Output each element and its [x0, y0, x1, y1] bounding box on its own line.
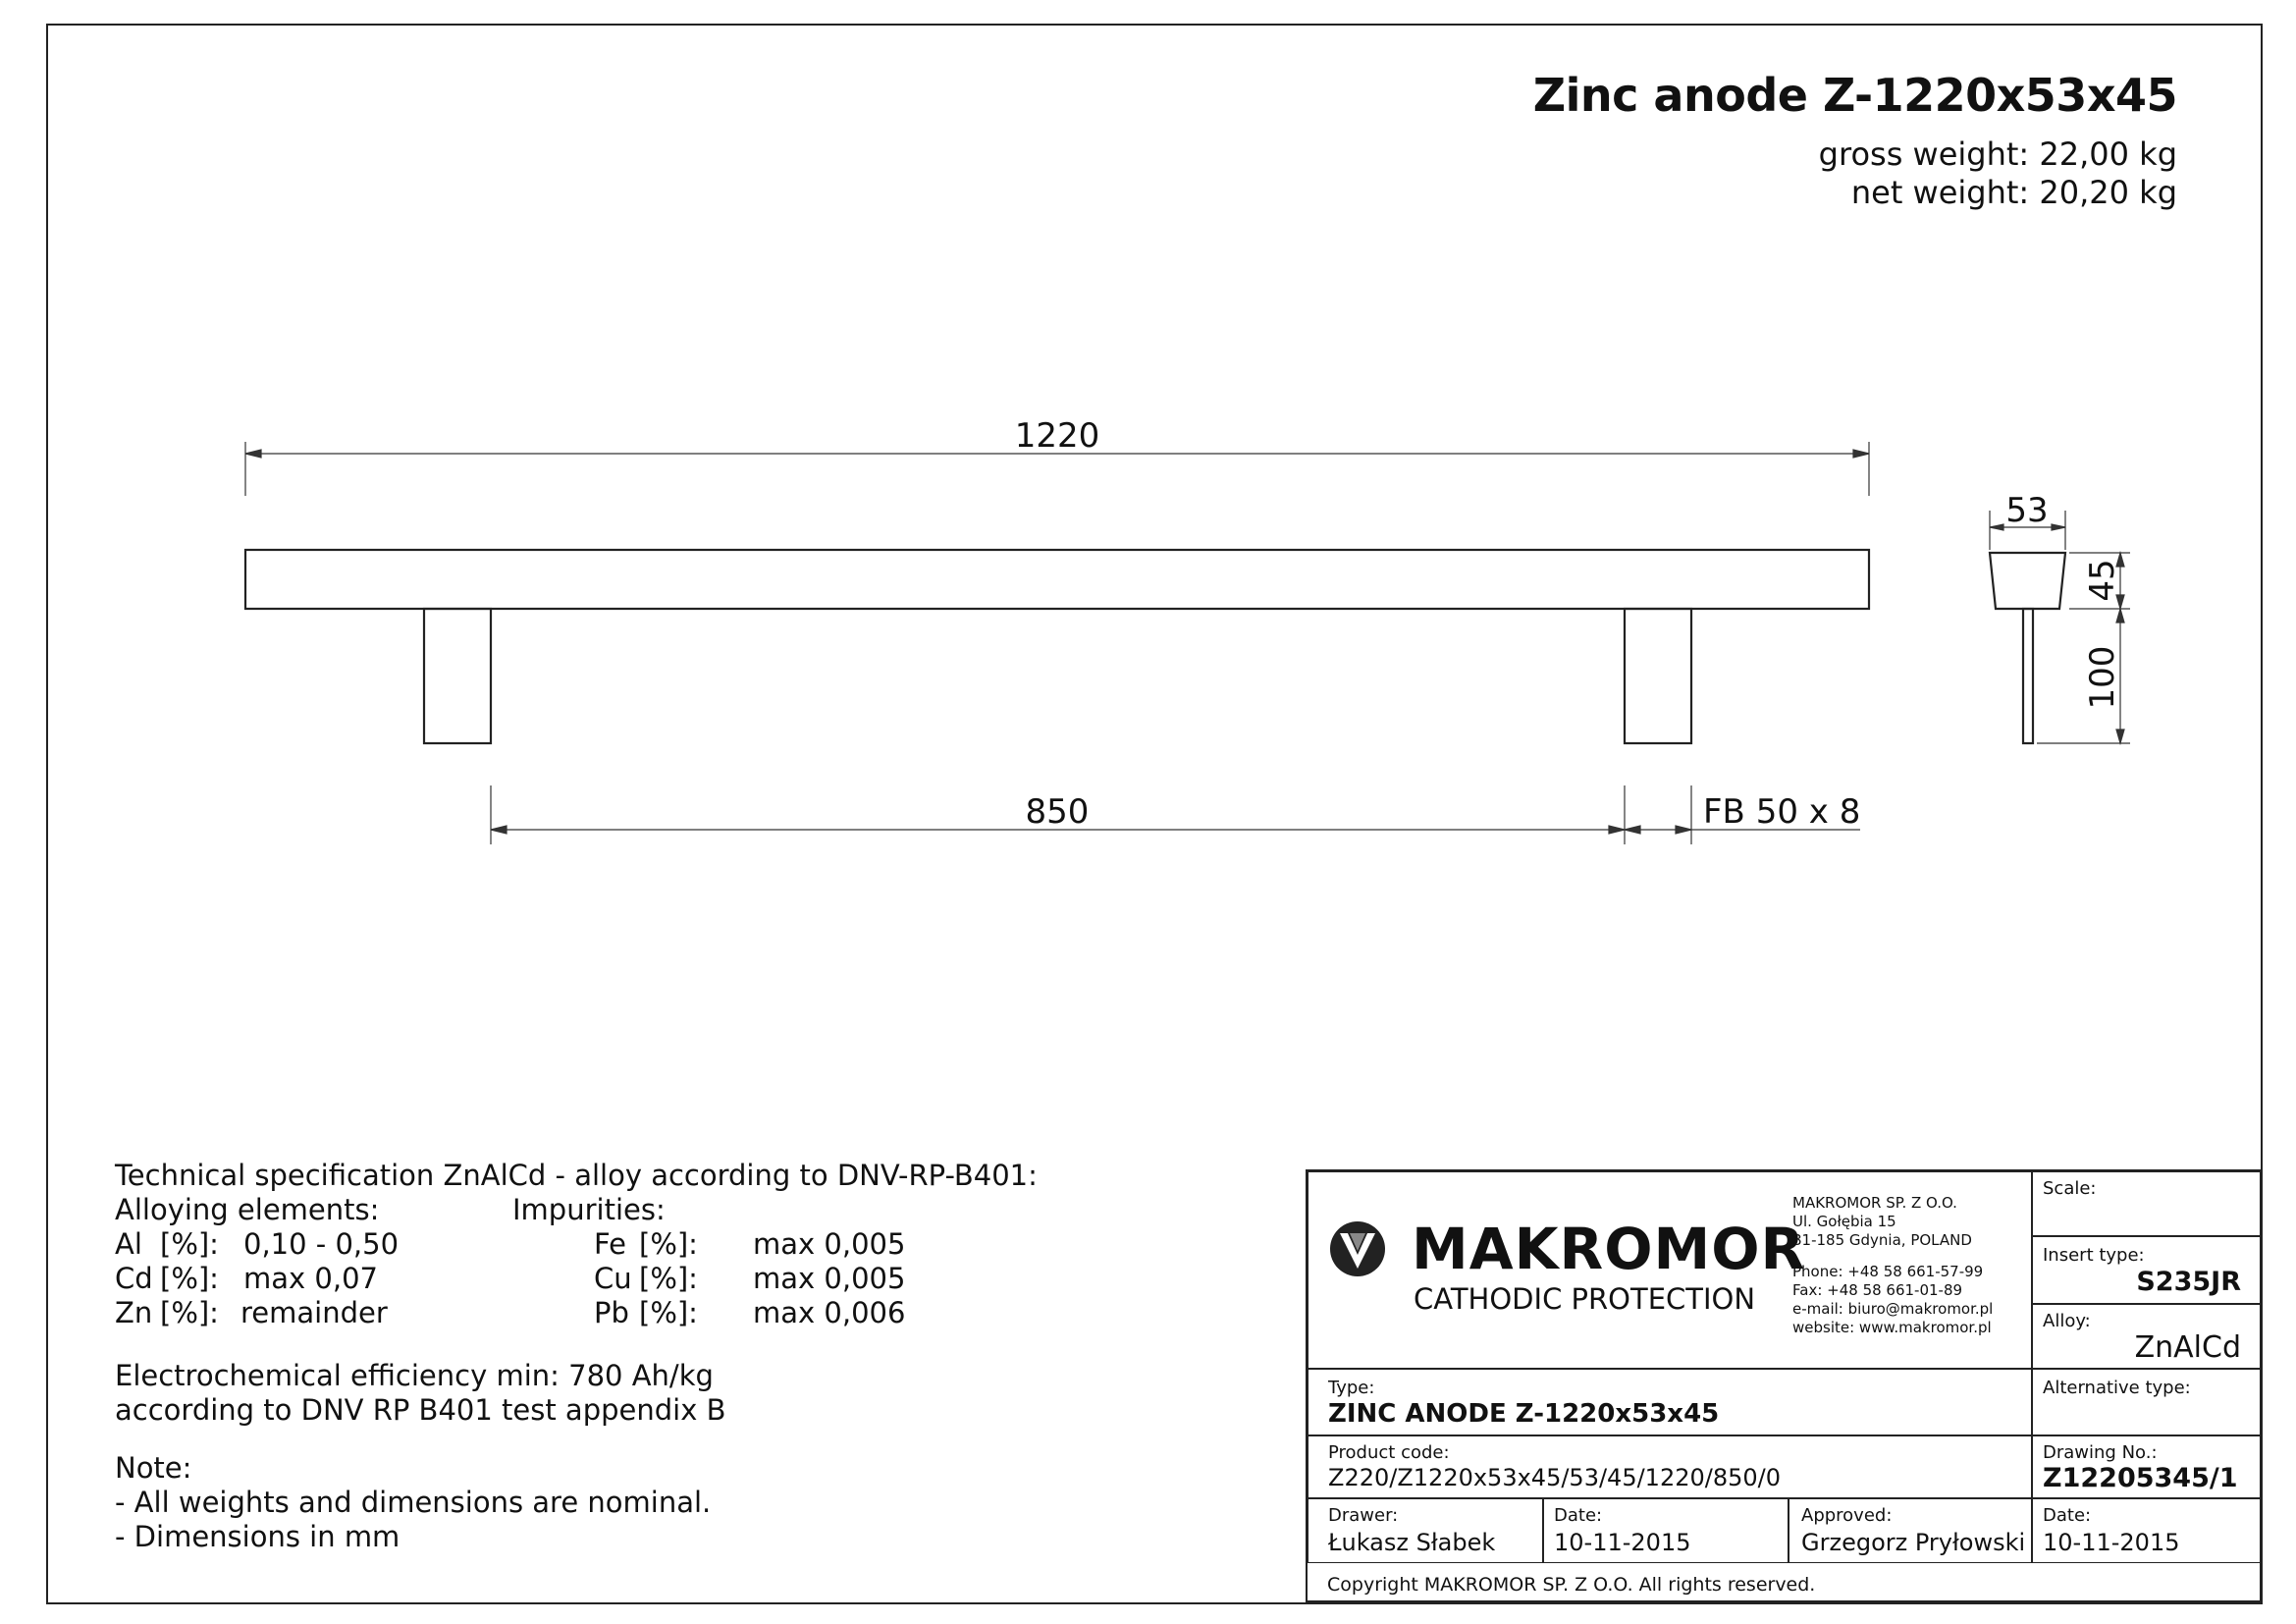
alloying-title: Alloying elements: — [115, 1193, 380, 1226]
approved-date-value: 10-11-2015 — [2043, 1529, 2180, 1556]
scale-cell — [2032, 1171, 2262, 1236]
dim-100-label: 100 — [2083, 645, 2122, 710]
drawer-date-cell — [1543, 1498, 1789, 1563]
insert-leg-left — [424, 609, 491, 743]
impurities-title: Impurities: — [512, 1193, 666, 1226]
impurity-unit: [%]: — [639, 1262, 698, 1295]
approved-date-label: Date: — [2043, 1505, 2092, 1526]
product-code-value: Z220/Z1220x53x45/53/45/1220/850/0 — [1328, 1464, 1782, 1491]
alloy-value: remainder — [240, 1296, 388, 1329]
alloy-unit: [%]: — [160, 1296, 219, 1329]
address-line: MAKROMOR SP. Z O.O. — [1792, 1194, 1957, 1212]
spec-heading: Technical specification ZnAlCd - alloy according to DNV-RP-B401: — [115, 1159, 1038, 1192]
drawer-date-label: Date: — [1554, 1505, 1603, 1526]
alloy-cell — [2032, 1304, 2262, 1369]
insert-value: S235JR — [2136, 1267, 2241, 1297]
type-value: ZINC ANODE Z-1220x53x45 — [1328, 1399, 1720, 1429]
drawer-label: Drawer: — [1328, 1505, 1399, 1526]
dim-53-arrow-right — [2052, 524, 2065, 530]
approved-value: Grzegorz Pryłowski — [1801, 1529, 2026, 1556]
company-address — [1792, 1194, 1993, 1337]
product-code-cell — [1308, 1435, 2032, 1498]
side-view-body — [1990, 553, 2065, 609]
impurity-unit: [%]: — [639, 1227, 698, 1261]
product-code-label: Product code: — [1328, 1442, 1450, 1463]
address-line: website: www.makromor.pl — [1792, 1319, 1992, 1336]
impurity-value: max 0,006 — [753, 1296, 906, 1329]
net-weight: net weight: 20,20 kg — [1850, 174, 2177, 211]
logo-cell — [1308, 1171, 2032, 1369]
dim-53-arrow-left — [1990, 524, 2003, 530]
address-line: 81-185 Gdynia, POLAND — [1792, 1231, 1972, 1249]
type-cell — [1308, 1369, 2032, 1435]
address-line: Ul. Gołębia 15 — [1792, 1213, 1896, 1230]
alloy-value: max 0,07 — [243, 1262, 378, 1295]
dim-45-label: 45 — [2083, 559, 2122, 602]
dim-fb-arrow-right — [1676, 826, 1691, 834]
note-line-1: - All weights and dimensions are nominal. — [115, 1486, 712, 1519]
title-block — [1306, 1169, 2262, 1602]
impurity-element: Fe — [594, 1227, 626, 1261]
dim-1220-label: 1220 — [1014, 416, 1100, 456]
drawing-no-cell — [2032, 1435, 2262, 1498]
impurity-value: max 0,005 — [753, 1227, 906, 1261]
dim-850-arrow-right — [1609, 826, 1625, 834]
impurity-unit: [%]: — [639, 1296, 698, 1329]
alloy-value: ZnAlCd — [2134, 1330, 2241, 1365]
drawer-value: Łukasz Słabek — [1328, 1529, 1496, 1556]
drawing-title: Zinc anode Z-1220x53x45 — [1532, 69, 2177, 122]
dim-850-label: 850 — [1025, 792, 1090, 832]
impurity-element: Pb — [594, 1296, 629, 1329]
dim-1220-arrow-left — [245, 450, 261, 458]
dim-850-arrow-left — [491, 826, 507, 834]
note-line-2: - Dimensions in mm — [115, 1520, 400, 1553]
drawing-no-label: Drawing No.: — [2043, 1442, 2158, 1463]
makromor-logo-icon — [1328, 1219, 1387, 1278]
drawing-no-value: Z12205345/1 — [2043, 1463, 2238, 1493]
type-label: Type: — [1328, 1378, 1375, 1398]
efficiency-line-2: according to DNV RP B401 test appendix B — [115, 1393, 726, 1427]
anode-body — [245, 550, 1869, 609]
alloy-unit: [%]: — [160, 1262, 219, 1295]
dim-53-label: 53 — [2005, 491, 2049, 530]
alt-type-cell — [2032, 1369, 2262, 1435]
dim-100-arrow-top — [2116, 609, 2124, 623]
scale-label: Scale: — [2043, 1178, 2097, 1199]
alt-type-label: Alternative type: — [2043, 1378, 2191, 1398]
copyright-text: Copyright MAKROMOR SP. Z O.O. All rights reserved. — [1327, 1574, 1816, 1596]
alloy-element: Al — [115, 1227, 142, 1261]
address-line: e-mail: biuro@makromor.pl — [1792, 1300, 1994, 1318]
alloy-label: Alloy: — [2043, 1311, 2091, 1331]
insert-label: Insert type: — [2043, 1245, 2145, 1266]
dim-fb-arrow-left — [1625, 826, 1640, 834]
note-title: Note: — [115, 1451, 192, 1485]
impurity-element: Cu — [594, 1262, 632, 1295]
company-name: MAKROMOR — [1412, 1216, 1806, 1282]
insert-leg-right — [1625, 609, 1691, 743]
approved-date-cell — [2032, 1498, 2262, 1563]
address-line — [1792, 1250, 1993, 1263]
address-line: Phone: +48 58 661-57-99 — [1792, 1263, 1984, 1280]
address-line: Fax: +48 58 661-01-89 — [1792, 1281, 1963, 1299]
side-view-insert — [2023, 609, 2033, 743]
alloy-element: Zn — [115, 1296, 153, 1329]
drawer-cell — [1308, 1498, 1543, 1563]
company-subtitle: CATHODIC PROTECTION — [1414, 1282, 1756, 1316]
dim-100-arrow-bottom — [2116, 730, 2124, 743]
dim-1220-arrow-right — [1853, 450, 1869, 458]
approved-label: Approved: — [1801, 1505, 1893, 1526]
efficiency-line-1: Electrochemical efficiency min: 780 Ah/kg — [115, 1359, 714, 1392]
alloy-element: Cd — [115, 1262, 153, 1295]
gross-weight: gross weight: 22,00 kg — [1818, 135, 2177, 173]
dim-fb-label: FB 50 x 8 — [1703, 792, 1861, 832]
drawer-date-value: 10-11-2015 — [1554, 1529, 1691, 1556]
approved-cell — [1789, 1498, 2032, 1563]
insert-cell — [2032, 1236, 2262, 1304]
alloy-value: 0,10 - 0,50 — [243, 1227, 400, 1261]
alloy-unit: [%]: — [160, 1227, 219, 1261]
impurity-value: max 0,005 — [753, 1262, 906, 1295]
